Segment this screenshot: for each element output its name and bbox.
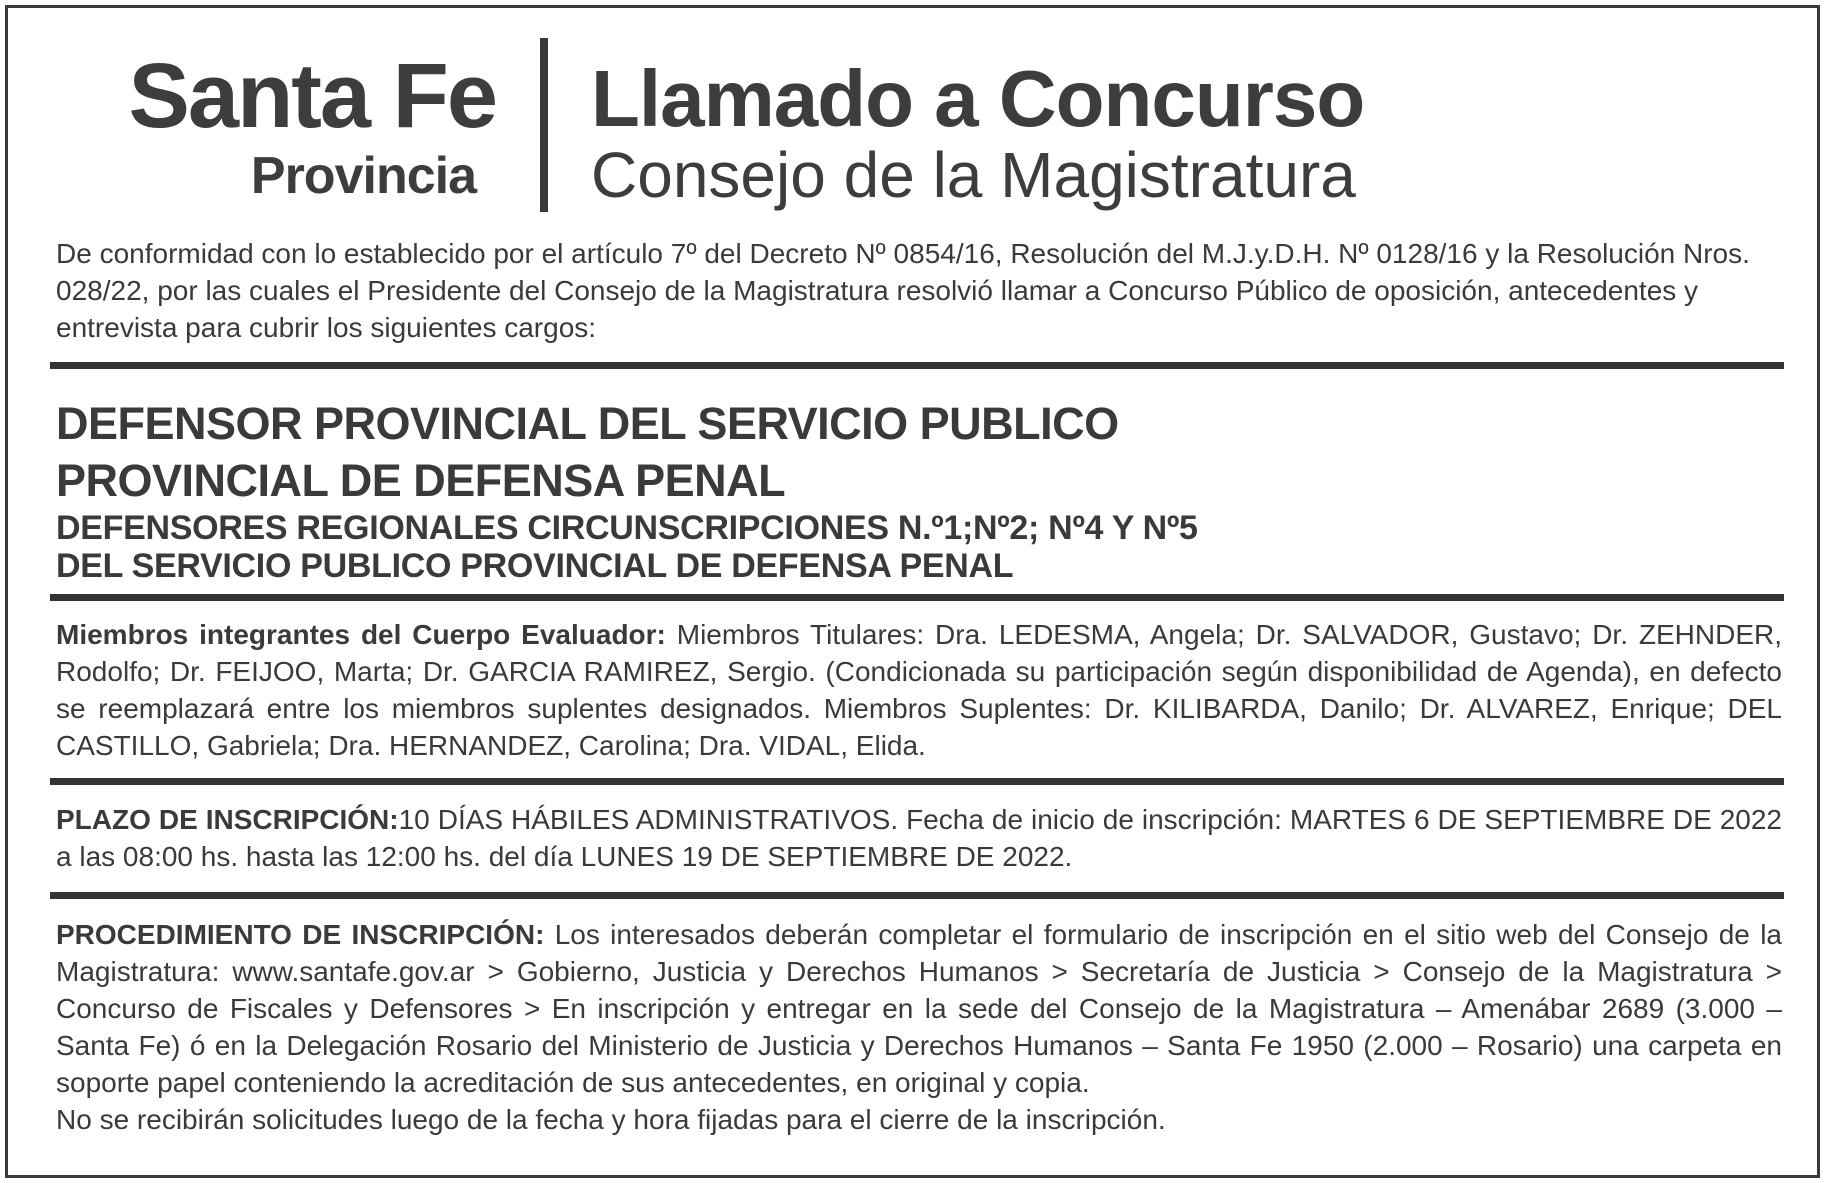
notice-subheading: Consejo de la Magistratura: [591, 139, 1356, 211]
position-title-line-3: DEFENSORES REGIONALES CIRCUNSCRIPCIONES N.º1;Nº2; Nº4 Y Nº5: [56, 509, 1198, 547]
position-title-line-1: DEFENSOR PROVINCIAL DEL SERVICIO PUBLICO: [56, 398, 1119, 449]
brand-subtitle: Provincia: [250, 147, 476, 205]
divider-rule: [50, 892, 1784, 899]
notice-header: [76, 46, 1776, 216]
divider-rule: [50, 362, 1784, 369]
deadline-text: 10 DÍAS HÁBILES ADMINISTRATIVOS. Fecha de inicio de inscripción: MARTES 6 DE SEPTIEMBRE DE 2022 a las 08:00 hs. hasta las 12:00 hs. del día LUNES 19 DE SEPTIEMBRE DE 2022.: [56, 804, 1782, 872]
procedure-label: PROCEDIMIENTO DE INSCRIPCIÓN:: [56, 919, 545, 950]
intro-paragraph: De conformidad con lo establecido por el artículo 7º del Decreto Nº 0854/16, Resolución del M.J.y.D.H. Nº 0128/16 y la Resolución Nros. 028/22, por las cuales el Presidente del Consejo de la Magistratura resolvió llamar a Concurso Público de oposición, antecedentes y entrevista para cubrir los siguientes cargos:: [56, 238, 1750, 343]
procedure-closing: No se recibirán solicitudes luego de la fecha y hora fijadas para el cierre de la inscripción.: [56, 1104, 1166, 1135]
procedure-section: [56, 916, 1782, 1138]
divider-rule: [50, 778, 1784, 785]
procedure-text: Los interesados deberán completar el formulario de inscripción en el sitio web del Consejo de la Magistratura: www.santafe.gov.ar > Gobierno, Justicia y Derechos Humanos > Secretaría de Justicia > Consejo de la Magistratura > Concurso de Fiscales y Defensores > En inscripción y entregar en la sede del Consejo de la Magistratura – Amenábar 2689 (3.000 – Santa Fe) ó en la Delegación Rosario del Ministerio de Justicia y Derechos Humanos – Santa Fe 1950 (2.000 – Rosario) una carpeta en soporte papel conteniendo la acreditación de sus antecedentes, en original y copia.: [56, 919, 1782, 1098]
deadline-section: [56, 801, 1782, 875]
position-title-line-4: DEL SERVICIO PUBLICO PROVINCIAL DE DEFENSA PENAL: [56, 547, 1014, 585]
brand-title: Santa Fe: [128, 45, 496, 147]
notice-heading: Llamado a Concurso: [591, 54, 1365, 143]
evaluators-section: [56, 616, 1782, 764]
evaluators-text: Miembros Titulares: Dra. LEDESMA, Angela; Dr. SALVADOR, Gustavo; Dr. ZEHNDER, Rodolfo; Dr. FEIJOO, Marta; Dr. GARCIA RAMIREZ, Sergio. (Condicionada su participación según disponibilidad de Agenda), en defecto se reemplazará entre los miembros suplentes designados. Miembros Suplentes: Dr. KILIBARDA, Danilo; Dr. ALVAREZ, Enrique; DEL CASTILLO, Gabriela; Dra. HERNANDEZ, Carolina; Dra. VIDAL, Elida.: [56, 619, 1782, 761]
deadline-label: PLAZO DE INSCRIPCIÓN:: [56, 804, 399, 835]
header-divider: [540, 38, 548, 212]
evaluators-label: Miembros integrantes del Cuerpo Evaluador:: [56, 619, 666, 650]
position-title-line-2: PROVINCIAL DE DEFENSA PENAL: [56, 455, 786, 506]
divider-rule: [50, 594, 1784, 601]
positions-block: [56, 395, 1776, 585]
notice-frame: [5, 5, 1820, 1178]
